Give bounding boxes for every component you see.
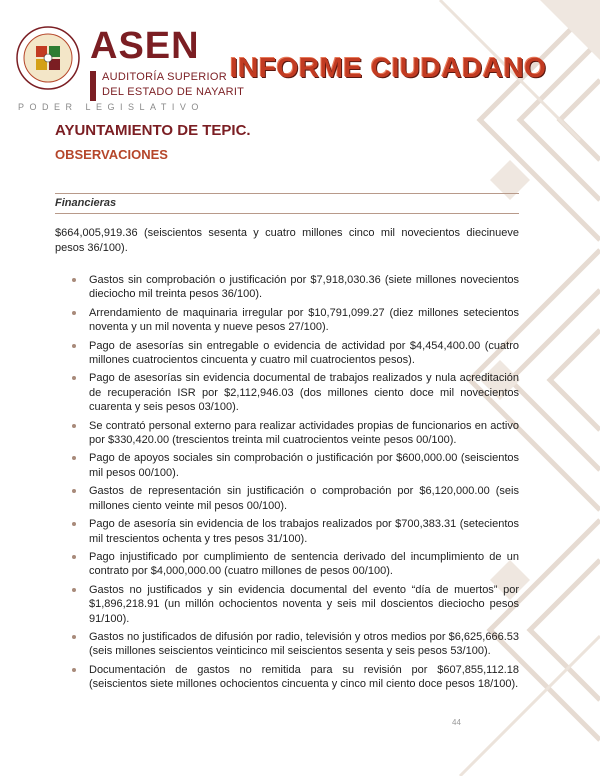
bullet-icon bbox=[72, 376, 76, 380]
list-item-text: Se contrató personal externo para realizar actividades propias de funcionarios en activo por $330,420.00 (trescientos treinta mil cuatrocientos veinte pesos 00/100). bbox=[89, 419, 519, 447]
page-number: 44 bbox=[452, 718, 461, 727]
bullet-icon bbox=[72, 588, 76, 592]
bullet-icon bbox=[72, 311, 76, 315]
list-item-text: Arrendamiento de maquinaria irregular por $10,791,099.27 (diez millones setecientos noventa y un mil noventa y nueve pesos 27/100). bbox=[89, 306, 519, 334]
main-content bbox=[55, 122, 519, 696]
list-item-text: Gastos no justificados y sin evidencia documental del evento “día de muertos” por $1,896,218.91 (un millón ochocientos noventa y seis mil doscientos dieciocho pesos 91/100). bbox=[89, 583, 519, 625]
divider bbox=[55, 193, 519, 194]
list-item bbox=[55, 484, 519, 513]
bullet-icon bbox=[72, 555, 76, 559]
bullet-icon bbox=[72, 522, 76, 526]
bullet-icon bbox=[72, 489, 76, 493]
entity-heading: AYUNTAMIENTO DE TEPIC. bbox=[55, 122, 251, 139]
org-acronym: ASEN bbox=[90, 25, 200, 67]
list-item-text: Gastos de representación sin justificación o comprobación por $6,120,000.00 (seis millones ciento veinte mil pesos 00/100). bbox=[89, 485, 519, 512]
list-item bbox=[55, 517, 519, 546]
list-item bbox=[55, 371, 519, 414]
list-item bbox=[55, 339, 519, 368]
org-name-line-2: DEL ESTADO DE NAYARIT bbox=[102, 86, 245, 98]
section-heading: OBSERVACIONES bbox=[55, 147, 168, 162]
bullet-icon bbox=[72, 278, 76, 282]
divider bbox=[55, 213, 519, 214]
list-item bbox=[55, 630, 519, 659]
list-item bbox=[55, 306, 519, 335]
list-item bbox=[55, 663, 519, 692]
list-item-text: Pago injustificado por cumplimiento de sentencia derivado del incumplimiento de un contrato por $4,000,000.00 (cuatro millones de pesos 00/100). bbox=[89, 550, 519, 578]
bullet-icon bbox=[72, 456, 76, 460]
list-item bbox=[55, 583, 519, 626]
list-item bbox=[55, 419, 519, 448]
list-item-text: Pago de apoyos sociales sin comprobación o justificación por $600,000.00 (seiscientos mil pesos 00/100). bbox=[89, 452, 519, 479]
org-name-line-1: AUDITORÍA SUPERIOR bbox=[102, 71, 227, 83]
list-item-text: Gastos no justificados de difusión por radio, televisión y otros medios por $6,625,666.53 (seis millones seiscientos veinticinco mil seiscientos sesenta y seis pesos 53/100). bbox=[89, 630, 519, 658]
category-label: Financieras bbox=[55, 197, 117, 209]
bullet-icon bbox=[72, 424, 76, 428]
list-item-text: Documentación de gastos no remitida para su revisión por $607,855,112.18 (seiscientos siete millones ochocientos cincuenta y cinco mil ciento doce pesos 18/100). bbox=[89, 663, 519, 691]
page-header bbox=[10, 14, 590, 114]
total-amount-paragraph: $664,005,919.36 (seiscientos sesenta y cuatro millones cinco mil novecientos diecinueve pesos 36/100). bbox=[55, 227, 519, 254]
brand-accent-bar bbox=[90, 71, 96, 101]
org-full-name bbox=[102, 70, 244, 100]
list-item-text: Pago de asesoría sin evidencia de los trabajos realizados por $700,383.31 (setecientos mil trescientos ochenta y tres pesos 31/100). bbox=[89, 518, 519, 545]
list-item bbox=[55, 273, 519, 302]
list-item-text: Pago de asesorías sin evidencia documental de trabajos realizados y nula acreditación de recuperación ISR por $2,112,946.03 (dos millones ciento doce mil novecientos cuarenta y seis pesos 03/100). bbox=[89, 372, 519, 414]
list-item-text: Gastos sin comprobación o justificación por $7,918,030.36 (siete millones novecientos dieciocho mil treinta pesos 36/100). bbox=[89, 274, 519, 301]
observations-list bbox=[55, 273, 519, 692]
branch-label: PODER LEGISLATIVO bbox=[18, 102, 204, 112]
list-item bbox=[55, 451, 519, 480]
report-title: INFORME CIUDADANO bbox=[230, 52, 547, 83]
state-seal-icon bbox=[16, 26, 80, 90]
bullet-icon bbox=[72, 668, 76, 672]
list-item-text: Pago de asesorías sin entregable o evidencia de actividad por $4,454,400.00 (cuatro millones cuatrocientos cincuenta y cuatro mil cuatrocientos pesos). bbox=[89, 339, 519, 367]
bullet-icon bbox=[72, 344, 76, 348]
bullet-icon bbox=[72, 635, 76, 639]
list-item bbox=[55, 550, 519, 579]
